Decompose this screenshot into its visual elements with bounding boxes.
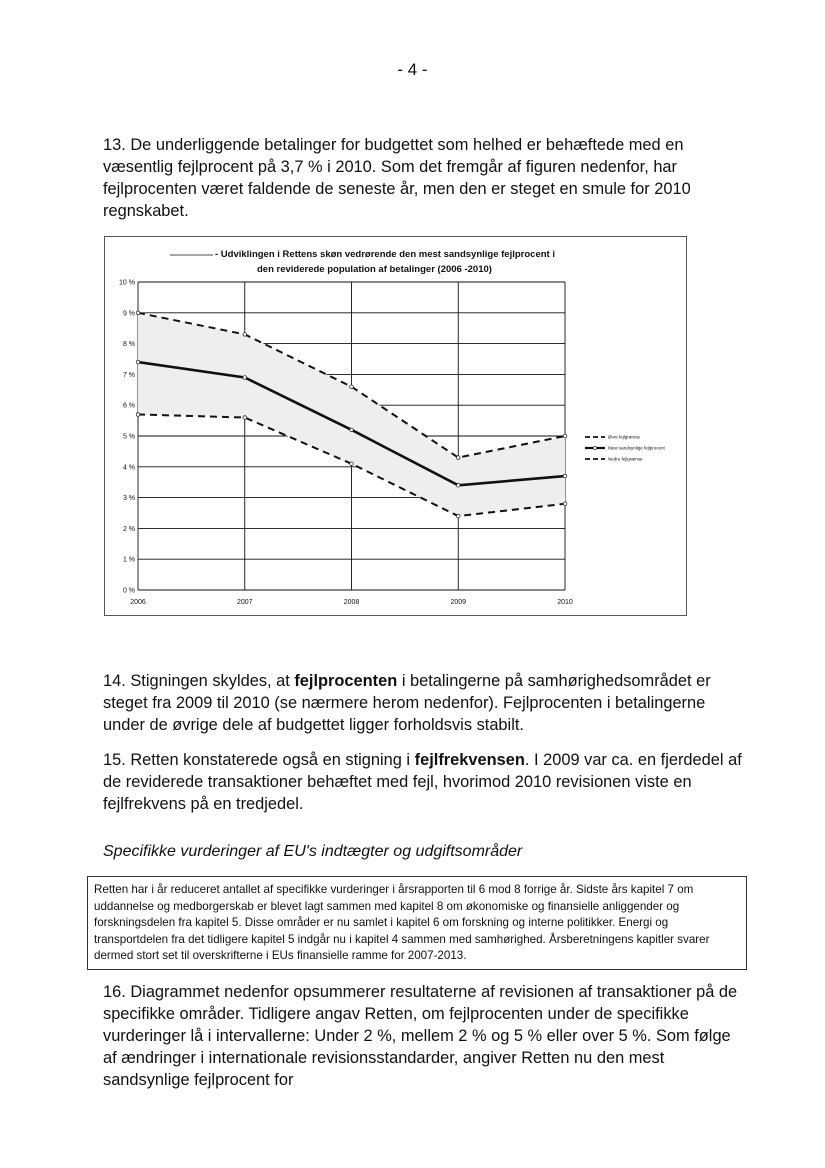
- data-point: [563, 474, 567, 478]
- data-point: [563, 434, 567, 438]
- y-tick-label: 10 %: [119, 279, 135, 287]
- data-point: [456, 483, 460, 487]
- data-point: [243, 376, 247, 380]
- p15-bold: fejlfrekvensen: [414, 751, 525, 769]
- p15-text-1: 15. Retten konstaterede også en stigning i: [103, 751, 415, 769]
- data-point: [136, 360, 140, 364]
- data-point: [243, 416, 247, 420]
- legend-label: Nedre fejlgrænse: [608, 456, 643, 462]
- x-tick-label: 2006: [130, 599, 146, 606]
- x-tick-label: 2008: [343, 599, 360, 606]
- p14-text-2: i betalingerne på samhørighedsområdet er steget fra 2009 til 2010 (se nærmere herom nedenfor). Fejlprocenten i betalingerne under de øvrige dele af budgettet ligger forholdsvis stabilt.: [103, 672, 711, 734]
- paragraph-16: 16. Diagrammet nedenfor opsummerer resultaterne af revisionen af transaktioner på de specifikke områder. Tidligere angav Retten, om fejlprocenten under de specifikke vurderinger lå i intervallerne: Under 2 %, mellem 2 % og 5 % eller over 5 %. Som følge af ændringer i internationale revisionsstandarder, angiver Retten nu den mest sandsynlige fejlprocent for: [103, 983, 738, 1089]
- x-tick-label: 2009: [450, 599, 467, 606]
- paragraph-15: [103, 749, 743, 815]
- y-tick-label: 1 %: [122, 556, 135, 564]
- data-point: [136, 311, 140, 315]
- p15-text-2: . I 2009 var ca. en fjerdedel af de reviderede transaktioner behæftet med fejl, hvorimod 2010 revisionen viste en fejlfrekvens på en tredjedel.: [103, 751, 742, 813]
- p14-text-1: 14. Stigningen skyldes, at: [103, 672, 295, 690]
- paragraph-13: 13. De underliggende betalinger for budgettet som helhed er behæftede med en væsentlig fejlprocent på 3,7 % i 2010. Som det fremgår af figuren nedenfor, har fejlprocenten været faldende de seneste år, men den er steget en smule for 2010 regnskabet.: [103, 136, 691, 220]
- data-point: [456, 514, 460, 518]
- y-tick-label: 6 %: [122, 402, 135, 410]
- y-tick-label: 3 %: [122, 495, 135, 503]
- chart-title-line1: - Udviklingen i Rettens skøn vedrørende den mest sandsynlige fejlprocent i: [215, 249, 555, 260]
- legend-label: Øvre fejlgrænse: [608, 434, 641, 440]
- p14-bold: fejlprocenten: [294, 672, 398, 690]
- y-tick-label: 5 %: [122, 433, 135, 441]
- paragraph-14: [103, 670, 743, 736]
- data-point: [350, 462, 354, 466]
- info-box: Retten har i år reduceret antallet af specifikke vurderinger i årsrapporten til 6 mod 8 forrige år. Sidste års kapitel 7 om uddannelse og medborgerskab er blevet lagt sammen med kapitel 8 om økonomiske og finansielle anliggender og forskningsdelen fra kapitel 5. Disse områder er nu samlet i kapitel 6 om forskning og interne politikker. Energi og transportdelen fra det tidligere kapitel 5 indgår nu i kapitel 4 sammen med samhørighed. Årsberetningens kapitler svarer dermed stort set til overskrifterne i EUs finansielle ramme for 2007-2013.: [87, 876, 747, 970]
- data-point: [563, 502, 567, 506]
- data-point: [350, 428, 354, 432]
- chart-title-line2: den reviderede population af betalinger (2006 -2010): [257, 264, 492, 275]
- error-rate-chart: [104, 236, 687, 616]
- y-tick-label: 9 %: [122, 310, 135, 318]
- y-tick-label: 7 %: [122, 371, 135, 379]
- x-tick-label: 2010: [557, 599, 573, 606]
- y-tick-label: 2 %: [122, 525, 135, 533]
- chart-svg: [105, 237, 688, 617]
- y-tick-label: 4 %: [122, 464, 135, 472]
- data-point: [350, 385, 354, 389]
- data-point: [456, 456, 460, 460]
- y-tick-label: 0 %: [122, 587, 135, 595]
- data-point: [243, 333, 247, 337]
- legend-marker: [593, 446, 596, 449]
- y-tick-label: 8 %: [122, 341, 135, 349]
- x-tick-label: 2007: [236, 599, 253, 606]
- data-point: [136, 413, 140, 417]
- section-heading: Specifikke vurderinger af EU's indtægter og udgiftsområder: [103, 843, 523, 860]
- legend-label: Mest sandsynlige fejlprocent: [608, 445, 665, 451]
- page-number: - 4 -: [397, 60, 428, 79]
